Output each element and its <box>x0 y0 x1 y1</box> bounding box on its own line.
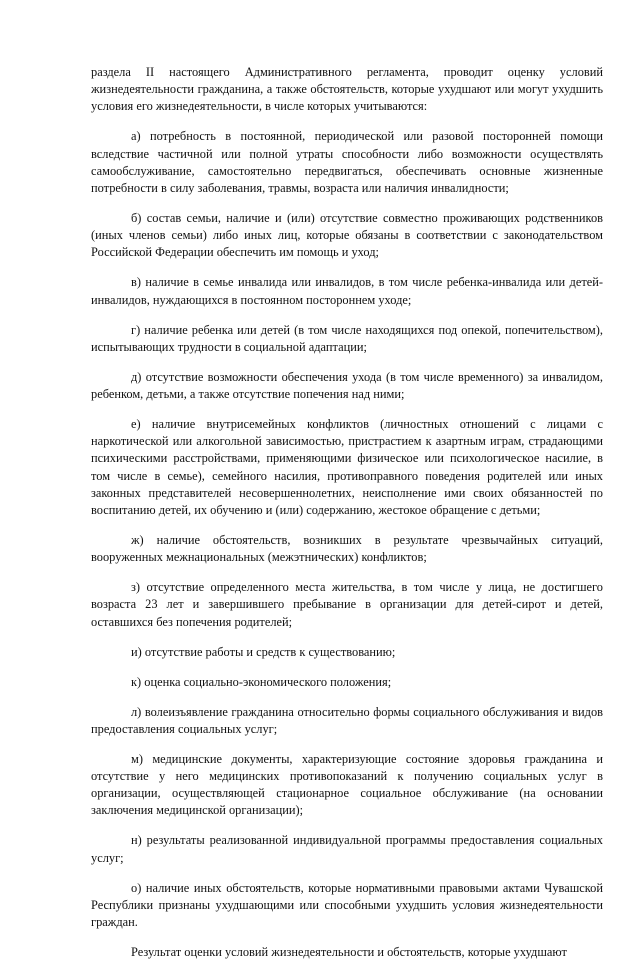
paragraph-item-g: г) наличие ребенка или детей (в том числе находящихся под опекой, попечительством), испытывающих трудности в социальной адаптации; <box>91 322 603 354</box>
paragraph-item-zh: ж) наличие обстоятельств, возникших в результате чрезвычайных ситуаций, вооруженных межнациональных (межэтнических) конфликтов; <box>91 533 603 565</box>
paragraph-item-z: з) отсутствие определенного места жительства, в том числе у лица, не достигшего возраста 23 лет и завершившего пребывание в организации для детей-сирот и детей, оставшихся без попечения родителей; <box>91 580 603 629</box>
paragraph-item-i: и) отсутствие работы и средств к существованию; <box>131 644 396 659</box>
paragraph-item-o: о) наличие иных обстоятельств, которые нормативными правовыми актами Чувашской Республики признаны ухудшающими или способными ухудшить условия жизнедеятельности граждан. <box>91 880 603 930</box>
paragraph-item-v: в) наличие в семье инвалида или инвалидов, в том числе ребенка-инвалида или детей-инвалидов, нуждающихся в постоянном постороннем уходе; <box>91 275 603 307</box>
paragraph-item-e: е) наличие внутрисемейных конфликтов (личностных отношений с лицами с наркотической или алкогольной зависимостью, пристрастием к азартным играм, страдающими психическими расстройствами, применяющими физическое или психологическое насилие, в том числе в семье), семейного насилия, противоправного поведения родителей или иных законных представителей несовершеннолетних, неисполнение ими своих обязанностей по воспитанию детей, их обучению и (или) содержанию, жестокое обращение с детьми; <box>91 417 603 518</box>
paragraph-item-b: б) состав семьи, наличие и (или) отсутствие совместно проживающих родственников (иных членов семьи) либо иных лиц, которые обязаны в соответствии с законодательством Российской Федерации обеспечить им помощь и уход; <box>91 211 603 260</box>
paragraph-item-a: а) потребность в постоянной, периодической или разовой посторонней помощи вследствие частичной или полной утраты способности либо возможности осуществлять самообслуживание, самостоятельно передвигаться, обеспечивать основные жизненные потребности в силу заболевания, травмы, возраста или наличия инвалидности; <box>91 129 603 196</box>
paragraph-result: Результат оценки условий жизнедеятельности и обстоятельств, которые ухудшают <box>131 945 567 960</box>
paragraph-intro: раздела II настоящего Административного регламента, проводит оценку условий жизнедеятельности гражданина, а также обстоятельств, которые ухудшают или могут ухудшить условия его жизнедеятельности, в числе которых учитываются: <box>91 65 603 114</box>
paragraph-item-m: м) медицинские документы, характеризующие состояние здоровья гражданина и отсутствие у него медицинских противопоказаний к получению социальных услуг в организации, осуществляющей стационарное социальное обслуживание (на основании заключения медицинской организации); <box>91 751 603 818</box>
paragraph-item-n: н) результаты реализованной индивидуальной программы предоставления социальных услуг; <box>91 833 603 865</box>
paragraph-item-d: д) отсутствие возможности обеспечения ухода (в том числе временного) за инвалидом, ребенком, детьми, а также отсутствие попечения над ними; <box>91 369 603 402</box>
paragraph-item-k: к) оценка социально-экономического положения; <box>131 674 392 689</box>
paragraph-item-l: л) волеизъявление гражданина относительно формы социального обслуживания и видов предоставления социальных услуг; <box>91 704 603 736</box>
